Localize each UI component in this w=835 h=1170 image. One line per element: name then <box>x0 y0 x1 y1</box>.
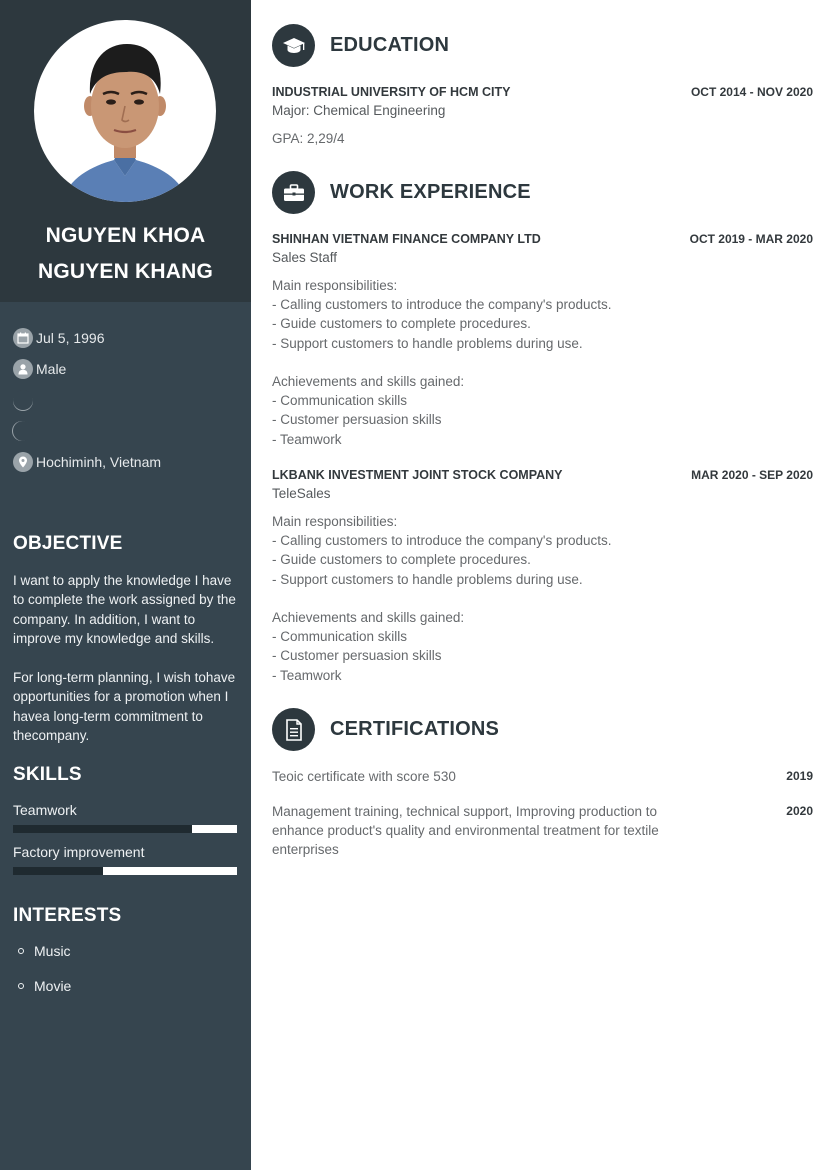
job-details <box>272 276 662 449</box>
gender-row <box>13 359 66 379</box>
objective-heading: OBJECTIVE <box>13 533 123 554</box>
birthday-row <box>13 328 105 348</box>
responsibility-item: - Calling customers to introduce the company's products. <box>272 533 612 549</box>
school-name: INDUSTRIAL UNIVERSITY OF HCM CITY <box>272 85 511 99</box>
email-icon <box>13 421 33 441</box>
skill-label: Teamwork <box>13 802 77 818</box>
address-row <box>13 452 161 472</box>
address-text: Hochiminh, Vietnam <box>36 454 162 470</box>
interest-item <box>18 943 71 959</box>
education-major: Major: Chemical Engineering <box>272 103 446 118</box>
work-heading: WORK EXPERIENCE <box>330 181 531 203</box>
gender-text: Male <box>36 361 67 377</box>
user-icon <box>13 359 33 379</box>
bullet-icon <box>18 983 24 989</box>
certification-year: 2020 <box>786 804 813 818</box>
company-name: SHINHAN VIETNAM FINANCE COMPANY LTD <box>272 232 541 246</box>
achievement-item: - Teamwork <box>272 431 342 447</box>
skill-bar <box>13 825 237 833</box>
responsibility-item: - Guide customers to complete procedures. <box>272 552 531 568</box>
certification-year: 2019 <box>786 769 813 783</box>
sidebar <box>0 0 251 1170</box>
company-name: LKBANK INVESTMENT JOINT STOCK COMPANY <box>272 468 563 482</box>
skill-bar <box>13 867 237 875</box>
map-pin-icon <box>13 452 33 472</box>
education-date: OCT 2014 - NOV 2020 <box>690 85 813 99</box>
job-position: Sales Staff <box>272 250 338 265</box>
achievements-heading: Achievements and skills gained: <box>272 374 465 389</box>
objective-paragraph-1: I want to apply the knowledge I have to complete the work assigned by the company. In addition, I want to improve my knowledge and skills. <box>13 573 236 646</box>
responsibility-item: - Guide customers to complete procedures. <box>272 316 531 332</box>
birthday-text: Jul 5, 1996 <box>36 330 105 346</box>
skill-bar-fill <box>13 867 103 875</box>
sidebar-header <box>0 0 251 302</box>
responsibilities-heading: Main responsibilities: <box>272 514 398 529</box>
job-position: TeleSales <box>272 486 331 501</box>
interest-item <box>18 978 71 994</box>
achievement-item: - Customer persuasion skills <box>272 412 442 428</box>
achievement-item: - Communication skills <box>272 629 408 645</box>
responsibilities-heading: Main responsibilities: <box>272 278 398 293</box>
certification-text: Teoic certificate with score 530 <box>272 769 456 784</box>
interests-heading: INTERESTS <box>13 905 122 926</box>
phone-icon <box>13 390 33 410</box>
certifications-heading: CERTIFICATIONS <box>330 718 500 740</box>
achievements-heading: Achievements and skills gained: <box>272 610 465 625</box>
interest-text: Music <box>34 943 71 959</box>
objective-paragraph-2: For long-term planning, I wish tohave opportunities for a promotion when I havea long-term commitment to thecompany. <box>13 670 236 743</box>
achievement-item: - Teamwork <box>272 667 342 683</box>
profile-name: NGUYEN KHOA NGUYEN KHANG <box>37 224 214 283</box>
education-gpa: GPA: 2,29/4 <box>272 131 345 146</box>
document-icon <box>272 708 315 751</box>
skill-bar-fill <box>13 825 192 833</box>
graduation-cap-icon <box>272 24 315 67</box>
job-details <box>272 512 662 685</box>
responsibility-item: - Support customers to handle problems during use. <box>272 335 583 351</box>
certification-text: Management training, technical support, Improving production to enhance product's quality and environmental treatment for textile enterprises <box>272 804 659 858</box>
briefcase-icon <box>272 171 315 214</box>
education-heading: EDUCATION <box>330 34 450 56</box>
skill-label: Factory improvement <box>13 844 145 860</box>
responsibility-item: - Support customers to handle problems during use. <box>272 571 583 587</box>
job-date: OCT 2019 - MAR 2020 <box>689 232 813 246</box>
skills-heading: SKILLS <box>13 764 82 785</box>
profile-photo <box>34 20 216 202</box>
calendar-icon <box>13 328 33 348</box>
achievement-item: - Communication skills <box>272 393 408 409</box>
bullet-icon <box>18 948 24 954</box>
achievement-item: - Customer persuasion skills <box>272 648 442 664</box>
job-date: MAR 2020 - SEP 2020 <box>691 468 813 482</box>
interest-text: Movie <box>34 978 72 994</box>
responsibility-item: - Calling customers to introduce the company's products. <box>272 297 612 313</box>
